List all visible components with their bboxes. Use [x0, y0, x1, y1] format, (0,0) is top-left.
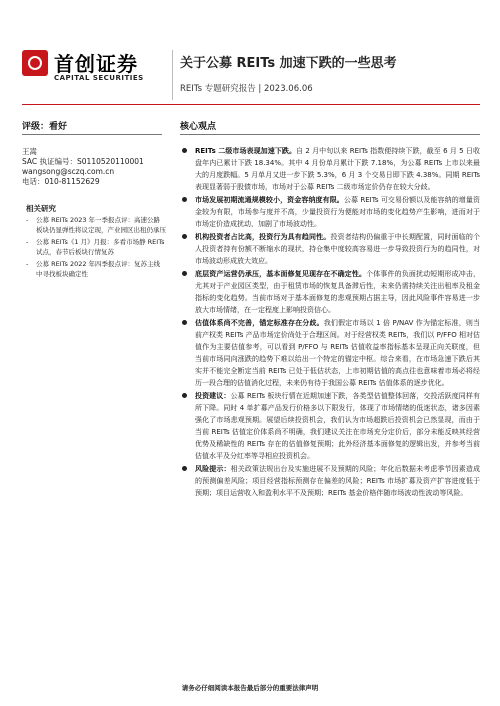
analyst-name: 王嵩	[22, 147, 37, 156]
point-item	[180, 317, 480, 389]
point-heading: 底层资产运营仍承压，基本面修复见现存在不确定性。	[195, 270, 367, 278]
analyst-info	[22, 147, 144, 187]
point-item	[180, 145, 480, 193]
analyst-sac: SAC 执证编号：S0110520110001	[22, 157, 144, 166]
point-text: 公募 REITs 可交易份额以及能容纳的增量资金较为有限，市场参与度并不高，少量投资行为便能对市场的变化趋势产生影响，进而对于市场定价造成扰动，加剧了市场波动性。	[195, 196, 480, 228]
related-item[interactable]: - 公募 REITs 2023 年一季报点评：高速公路板块仍显弹性将议定现，产业园区出租仍承压	[26, 215, 166, 235]
point-text: 个体事件的负面扰动短期形成冲击，尤其对于产业园区类型，由于租赁市场的恢复具备滞后性，未来仍需持续关注出租率及租金指标的变化趋势。当前市场对于基本面修复的悲观预期占据主导，因此风险事件容易进一步放大市场情绪，在一定程度上影响投资信心。	[195, 270, 481, 314]
bullet-icon	[182, 148, 187, 153]
sidebar-rule	[22, 134, 162, 135]
logo-name-cn: 首创证券	[54, 52, 138, 76]
logo-mark-icon	[22, 50, 48, 76]
related-item[interactable]: - 公募 REITs《1 月》月报：多看市场静 REITs 试点，春节后板块行情复苏	[26, 237, 166, 257]
report-subtitle: REITs 专题研究报告 | 2023.06.06	[180, 84, 313, 94]
header-divider	[172, 50, 173, 100]
related-list	[26, 215, 166, 281]
core-heading: 核心观点	[180, 122, 217, 132]
analyst-phone: 电话：010-81152629	[22, 177, 100, 186]
core-rule	[180, 134, 480, 135]
logo-name-en: CAPITAL SECURITIES	[54, 74, 144, 82]
point-text: 相关政策法规出台及实施进展不及预期的风险；年化后数据未考虑季节因素造成的预测偏差风险；项目经营指标预测存在偏差的风险；REITs 市场扩募及资产扩容进度低于预期；项目运营收入和盈利水平不及预期；REITs 基金价格伴随市场波动性波动等风险。	[195, 465, 481, 497]
point-item	[180, 194, 480, 230]
bullet-icon	[182, 393, 187, 398]
core-points	[180, 145, 480, 500]
legal-footer: 请务必仔细阅读本报告最后部分的重要法律声明	[181, 684, 319, 692]
point-heading: 投资建议：	[195, 392, 231, 400]
bullet-icon	[182, 234, 187, 239]
point-item	[180, 231, 480, 267]
bullet-icon	[182, 197, 187, 202]
point-heading: 估值体系尚不完善，锚定标准存在分歧。	[195, 319, 324, 327]
point-heading: 市场发展初期流通规模较小，资金容纳度有限。	[195, 196, 344, 204]
bullet-icon	[182, 320, 187, 325]
related-item[interactable]: - 公募 REITs 2022 年四季报点评：复苏主线中寻找板块确定性	[26, 259, 166, 279]
point-heading: REITs 二级市场表现加速下跌。	[195, 147, 297, 155]
point-text: 自 2 月中旬以来 REITs 指数便持续下跌，截至 6 月 5 日收盘年内已累计下跌 18.34%。其中 4 月份单月累计下跌 7.18%，为公募 REITs 上市以来最大的月度跌幅。5 月单月又进一步下跌 5.3%，6 月 3 个交易日即下跌 4.38%。同期 REITs 表现显著弱于股债市场，市场对于公募 REITs 二级市场定价仍存在较大分歧。	[195, 147, 480, 191]
report-title: 关于公募 REITs 加速下跌的一些思考	[180, 56, 397, 71]
point-heading: 风险提示：	[195, 465, 231, 473]
point-item	[180, 268, 480, 316]
point-item	[180, 463, 480, 499]
bullet-icon	[182, 271, 187, 276]
point-text: 我们假定市场以 1 倍 P/NAV 作为锚定标准，则当前产权类 REITs 产品市场定价尚处于合理区间。对于经营权类 REITs，我们以 P/FFO 相对估值作为主要估值参考，可以看到 P/FFO 与 REITs 估值收益率指标基本呈现正向关联度，但当前市场同向涨跌的趋势下难以给出一个特定的锚定中枢。综合来看，在市场急速下跌后其实并不能完全断定当前 REITs 已处于低估状态，上市初期估值的高点往也意味着市场必将经历一段合理的估值消化过程，未来仍有待于我国公募 REITs 估值体系的逐步优化。	[195, 319, 480, 387]
point-text: 投资者结构仍偏重于中长期配置，同时面临的个人投资者持有份额不断缩水的现状，持仓集中度较高容易进一步导致投资行为的趋同性，对市场波动形成放大效应。	[195, 233, 481, 265]
analyst-email[interactable]: wangsong@sczq.com.cn	[22, 167, 115, 176]
company-logo	[22, 46, 172, 90]
point-item	[180, 390, 480, 462]
point-text: 公募 REITs 板块行情在近期加速下跌，各类型估值整体回落，交投活跃度同样有所下降。同时 4 单扩募产品发行价格多以下限发行，体现了市场情绪的低迷状态，诸多因素强化了市场悲观预期。展望后续投资机会，我们认为市场超跌后投资机会已然显现，而由于当前 REITs 估值定价体系尚不明确，我们建议关注在市场充分定价后，部分未能反映其经营优势及稀缺性的 REITs 存在的估值修复预期；此外经济基本面修复的逻辑出发，并参考当前估值水平及分红率等寻相应投资机会。	[195, 392, 480, 460]
point-heading: 机构投资者占比高，投资行为具有趋同性。	[195, 233, 331, 241]
rating-label: 评级：看好	[22, 122, 68, 132]
header-rule	[22, 104, 480, 105]
bullet-icon	[182, 466, 187, 471]
related-heading: 相关研究	[26, 204, 56, 213]
